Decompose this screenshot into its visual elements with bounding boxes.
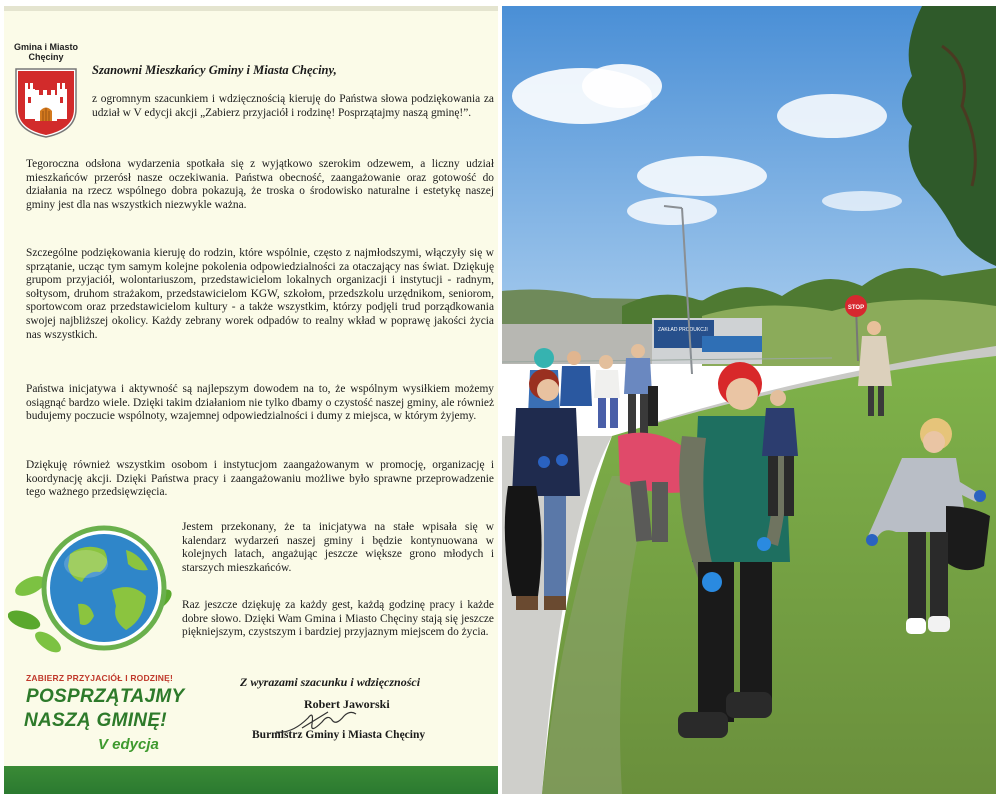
letter-paragraph-1: z ogromnym szacunkiem i wdzięcznością kieruję do Państwa słowa podziękowania za udział w V edycji akcji „Zabierz przyjaciół i rodzinę! Posprzątajmy naszą gminę!”. xyxy=(92,93,494,119)
letter-paragraph-6: Jestem przekonany, że ta inicjatywa na stałe wpisała się w kalendarz wydarzeń naszej gminy i będzie kontynuowana w kolejnych latach, angażując jeszcze większe grono młodych i starszych mieszkańców. xyxy=(182,521,494,574)
salutation: Szanowni Mieszkańcy Gminy i Miasta Chęciny, xyxy=(92,63,337,77)
letter-bottom-band xyxy=(4,766,498,794)
letter-paragraph-5: Dziękuję również wszystkim osobom i instytucjom zaangażowanym w promocję, organizację i koordynację akcji. Dzięki Państwa pracy i zaangażowaniu możliwe było sprawne przeprowadzenie tego ważnego przedsięwzięcia. xyxy=(26,459,494,499)
crest-name: Gmina i Miasto Chęciny xyxy=(13,42,78,62)
factory-sign-text: ZAKŁAD PRODUKCJI xyxy=(658,327,708,333)
cleanup-scene-illustration xyxy=(502,6,996,794)
coat-of-arms-icon xyxy=(13,65,79,139)
cleanup-photo xyxy=(502,6,996,794)
letter-paragraph-7: Raz jeszcze dziękuję za każdy gest, każdą godzinę pracy i każde dobre słowo. Dzięki Wam Gmina i Miasto Chęciny stają się jeszcze piękniejszym, czystszym i bardziej przyjaznym miejscem do życia. xyxy=(182,599,494,639)
logo-edition: V edycja xyxy=(98,736,159,753)
municipality-crest xyxy=(8,42,84,139)
letter-paragraph-4: Państwa inicjatywa i aktywność są najlepszym dowodem na to, że wspólnym wysiłkiem możemy osiągnąć bardzo wiele. Dzięki takim działaniom nie tylko dbamy o czystość naszej gminy, ale również budujemy poczucie wspólnoty, wzajemnej odpowiedzialności i dumy z miejsca, w którym żyjemy. xyxy=(26,383,494,423)
letter-paragraph-2: Tegoroczna odsłona wydarzenia spotkała się z wyjątkowo szerokim odzewem, a liczny udział mieszkańców przerósł nasze oczekiwania. Państwa obecność, zaangażowanie oraz gotowość do działania na rzecz wspólnego dobra pokazują, że troska o środowisko naturalne i estetykę naszej gminy jest dla nas wszystkich niezwykle ważna. xyxy=(26,158,494,211)
signer-name: Robert Jaworski xyxy=(304,697,390,711)
signer-title: Burmistrz Gminy i Miasta Chęciny xyxy=(252,729,426,741)
closing-line: Z wyrazami szacunku i wdzięczności xyxy=(240,675,421,689)
globe-leaves-icon xyxy=(8,520,178,662)
logo-line-1: POSPRZĄTAJMY xyxy=(26,686,185,707)
letter-paragraph-3: Szczególne podziękowania kieruję do rodzin, które wspólnie, często z najmłodszymi, włączyły się w sprzątanie, ucząc tym samym kolejne pokolenia odpowiedzialności za otaczający nas świat. Dziękuję grupom przyjaciół, wolontariuszom, przedstawicielom lokalnych organizacji i instytucji - radnym, sołtysom, druhom strażakom, przedstawicielom KGW, szkołom, przedszkolu urzędnikom, seniorom, sportowcom oraz przedstawicielom kultury - a także wszystkim, którzy podjęli trud porządkowania swojej najbliższej okolicy. Każdy zebrany worek odpadów to realny wkład w poprawę jakości życia nas wszystkich. xyxy=(26,247,494,341)
letter-top-edge xyxy=(4,6,498,11)
logo-line-2: NASZĄ GMINĘ! xyxy=(24,710,167,731)
stop-sign-text: STOP xyxy=(847,305,865,311)
logo-tagline: ZABIERZ PRZYJACIÓŁ I RODZINĘ! xyxy=(26,673,173,683)
thank-you-letter xyxy=(4,6,498,794)
